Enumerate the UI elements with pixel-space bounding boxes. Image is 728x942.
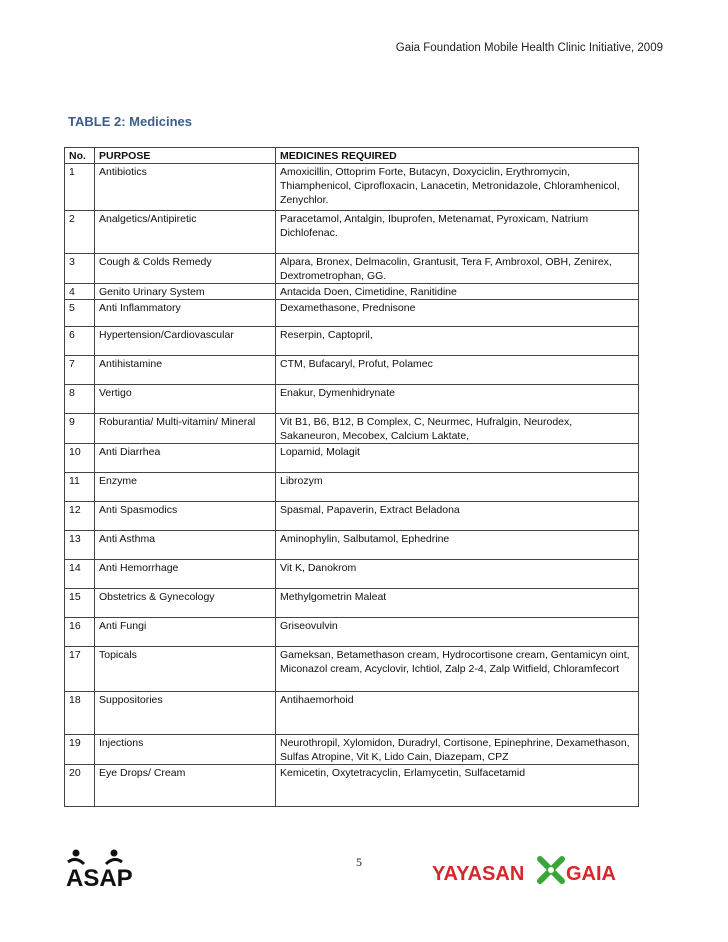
cell-medicines: Lopamid, Molagit xyxy=(276,444,639,473)
table-row xyxy=(65,414,639,444)
cell-purpose: Anti Spasmodics xyxy=(95,502,276,531)
table-row xyxy=(65,692,639,735)
cell-purpose: Anti Hemorrhage xyxy=(95,560,276,589)
logo-yayasan-text: YAYASAN xyxy=(432,863,525,885)
cell-no: 4 xyxy=(65,284,95,300)
cell-no: 12 xyxy=(65,502,95,531)
cell-no: 16 xyxy=(65,618,95,647)
cell-medicines: Spasmal, Papaverin, Extract Beladona xyxy=(276,502,639,531)
asap-logo xyxy=(66,848,146,893)
table-row xyxy=(65,385,639,414)
cell-purpose: Vertigo xyxy=(95,385,276,414)
table-row xyxy=(65,560,639,589)
cell-medicines: Enakur, Dymenhidrynate xyxy=(276,385,639,414)
cell-medicines: Gameksan, Betamethason cream, Hydrocortisone cream, Gentamicyn oint, Miconazol cream, Acyclovir, Ichtiol, Zalp 2-4, Zalp Witfield, Chloramfecort xyxy=(276,647,639,692)
table-row xyxy=(65,211,639,254)
cell-purpose: Eye Drops/ Cream xyxy=(95,765,276,807)
running-header: Gaia Foundation Mobile Health Clinic Initiative, 2009 xyxy=(395,42,663,54)
table-row xyxy=(65,473,639,502)
table-row xyxy=(65,531,639,560)
column-header-medicines: MEDICINES REQUIRED xyxy=(276,148,639,164)
cell-medicines: Paracetamol, Antalgin, Ibuprofen, Metenamat, Pyroxicam, Natrium Dichlofenac. xyxy=(276,211,639,254)
cell-purpose: Enzyme xyxy=(95,473,276,502)
cell-no: 13 xyxy=(65,531,95,560)
cell-no: 1 xyxy=(65,164,95,211)
table-row xyxy=(65,618,639,647)
cell-no: 14 xyxy=(65,560,95,589)
yayasan-gaia-logo-graphic xyxy=(432,851,622,891)
cell-purpose: Anti Asthma xyxy=(95,531,276,560)
cell-purpose: Injections xyxy=(95,735,276,765)
logo-gaia-text: GAIA xyxy=(566,863,616,885)
cell-medicines: Dexamethasone, Prednisone xyxy=(276,300,639,327)
cell-medicines: Antacida Doen, Cimetidine, Ranitidine xyxy=(276,284,639,300)
asap-logo-graphic xyxy=(66,848,146,888)
cell-no: 9 xyxy=(65,414,95,444)
cell-no: 6 xyxy=(65,327,95,356)
table-row xyxy=(65,284,639,300)
yayasan-gaia-logo xyxy=(432,851,622,896)
table-row xyxy=(65,300,639,327)
table-row xyxy=(65,502,639,531)
cell-purpose: Genito Urinary System xyxy=(95,284,276,300)
cell-medicines: CTM, Bufacaryl, Profut, Polamec xyxy=(276,356,639,385)
cell-medicines: Vit K, Danokrom xyxy=(276,560,639,589)
cell-medicines: Vit B1, B6, B12, B Complex, C, Neurmec, Hufralgin, Neurodex, Sakaneuron, Mecobex, Calcium Laktate, xyxy=(276,414,639,444)
gaia-x-icon xyxy=(540,859,562,881)
cell-no: 15 xyxy=(65,589,95,618)
cell-medicines: Methylgometrin Maleat xyxy=(276,589,639,618)
cell-medicines: Alpara, Bronex, Delmacolin, Grantusit, Tera F, Ambroxol, OBH, Zenirex, Dextrometrophan, GG. xyxy=(276,254,639,284)
cell-purpose: Roburantia/ Multi-vitamin/ Mineral xyxy=(95,414,276,444)
cell-purpose: Suppositories xyxy=(95,692,276,735)
cell-no: 19 xyxy=(65,735,95,765)
cell-medicines: Librozym xyxy=(276,473,639,502)
cell-no: 20 xyxy=(65,765,95,807)
page-number: 5 xyxy=(356,855,362,869)
table-row xyxy=(65,254,639,284)
cell-purpose: Analgetics/Antipiretic xyxy=(95,211,276,254)
table-row xyxy=(65,735,639,765)
cell-no: 8 xyxy=(65,385,95,414)
cell-purpose: Anti Fungi xyxy=(95,618,276,647)
table-row xyxy=(65,647,639,692)
table-row xyxy=(65,356,639,385)
cell-purpose: Hypertension/Cardiovascular xyxy=(95,327,276,356)
table-header-row xyxy=(65,148,639,164)
asap-logo-text: ASAP xyxy=(66,865,133,888)
table-title: TABLE 2: Medicines xyxy=(68,114,193,129)
column-header-purpose: PURPOSE xyxy=(95,148,276,164)
cell-no: 5 xyxy=(65,300,95,327)
cell-no: 2 xyxy=(65,211,95,254)
cell-purpose: Anti Diarrhea xyxy=(95,444,276,473)
cell-medicines: Neurothropil, Xylomidon, Duradryl, Cortisone, Epinephrine, Dexamethason, Sulfas Atropine, Vit K, Lido Cain, Diazepam, CPZ xyxy=(276,735,639,765)
table-body xyxy=(65,164,639,807)
cell-no: 3 xyxy=(65,254,95,284)
cell-no: 10 xyxy=(65,444,95,473)
cell-medicines: Antihaemorhoid xyxy=(276,692,639,735)
cell-medicines: Aminophylin, Salbutamol, Ephedrine xyxy=(276,531,639,560)
cell-medicines: Kemicetin, Oxytetracyclin, Erlamycetin, Sulfacetamid xyxy=(276,765,639,807)
cell-no: 18 xyxy=(65,692,95,735)
cell-no: 17 xyxy=(65,647,95,692)
cell-no: 11 xyxy=(65,473,95,502)
cell-medicines: Amoxicillin, Ottoprim Forte, Butacyn, Doxyciclin, Erythromycin, Thiamphenicol, Ciprofloxacin, Lanacetin, Metronidazole, Chloramhenicol, Zenychlor. xyxy=(276,164,639,211)
cell-medicines: Reserpin, Captopril, xyxy=(276,327,639,356)
cell-purpose: Anti Inflammatory xyxy=(95,300,276,327)
column-header-no: No. xyxy=(65,148,95,164)
cell-purpose: Antihistamine xyxy=(95,356,276,385)
table-row xyxy=(65,589,639,618)
cell-purpose: Antibiotics xyxy=(95,164,276,211)
cell-no: 7 xyxy=(65,356,95,385)
cell-purpose: Topicals xyxy=(95,647,276,692)
table-row xyxy=(65,444,639,473)
table-row xyxy=(65,164,639,211)
table-row xyxy=(65,327,639,356)
medicines-table xyxy=(64,147,639,807)
cell-purpose: Cough & Colds Remedy xyxy=(95,254,276,284)
cell-medicines: Griseovulvin xyxy=(276,618,639,647)
table-row xyxy=(65,765,639,807)
cell-purpose: Obstetrics & Gynecology xyxy=(95,589,276,618)
